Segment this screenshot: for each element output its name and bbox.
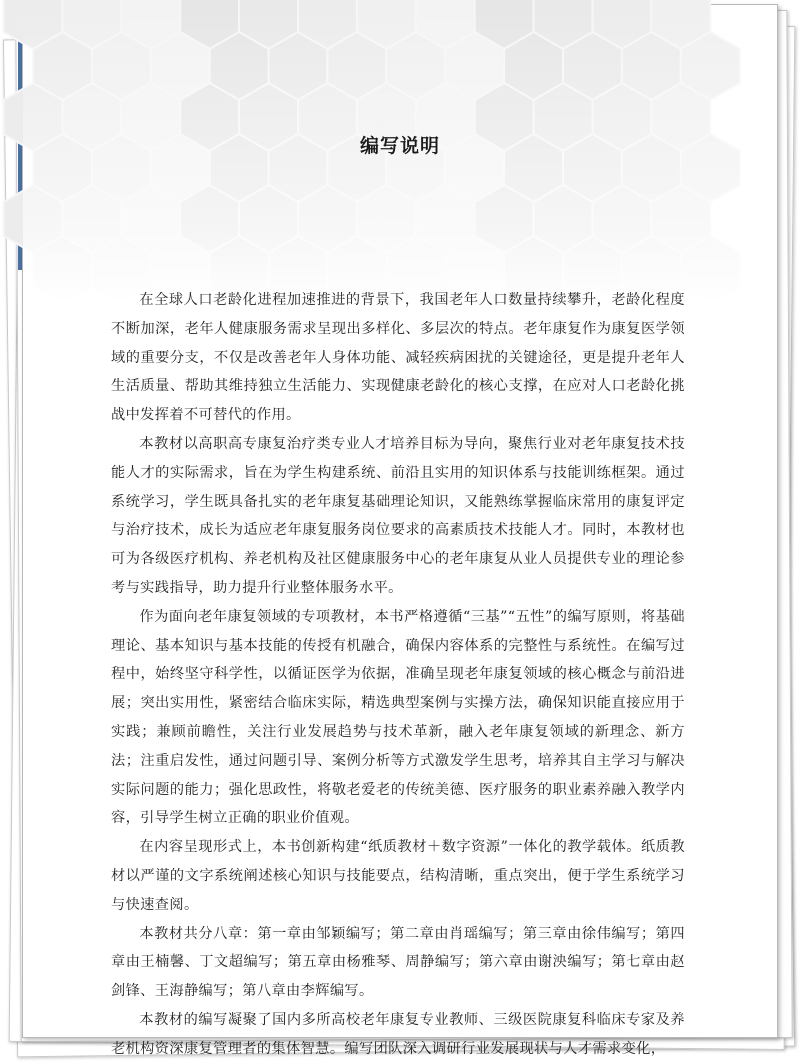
paragraph: 本教材的编写凝聚了国内多所高校老年康复专业教师、三级医院康复科临床专家及养老机构资深康复管理者的集体智慧。编写团队深入调研行业发展现状与人才需求变化， — [111, 1011, 685, 1057]
paragraph: 在全球人口老龄化进程加速推进的背景下，我国老年人口数量持续攀升，老龄化程度不断加深，老年人健康服务需求呈现出多样化、多层次的特点。老年康复作为康复医学领域的重要分支，不仅是改善老年人身体功能、减轻疾病困扰的关键途径，更是提升老年人生活质量、帮助其维持独立生活能力、实现健康老龄化的核心支撑，在应对人口老龄化挑战中发挥着不可替代的作用。 — [111, 292, 685, 424]
document-page — [22, 4, 778, 1057]
paragraph: 作为面向老年康复领域的专项教材，本书严格遵循“三基”“五性”的编写原则，将基础理论、基本知识与基本技能的传授有机融合，确保内容体系的完整性与系统性。在编写过程中，始终坚守科学性，以循证医学为依据，准确呈现老年康复领域的核心概念与前沿进展；突出实用性，紧密结合临床实际，精选典型案例与实操方法，确保知识能直接应用于实践；兼顾前瞻性，关注行业发展趋势与技术革新，融入老年康复领域的新理念、新方法；注重启发性，通过问题引导、案例分析等方式激发学生思考，培养其自主学习与解决实际问题的能力；强化思政性，将敬老爱老的传统美德、医疗服务的职业素养融入教学内容，引导学生树立正确的职业价值观。 — [111, 608, 685, 827]
paragraph: 本教材以高职高专康复治疗类专业人才培养目标为导向，聚焦行业对老年康复技术技能人才的实际需求，旨在为学生构建系统、前沿且实用的知识体系与技能训练框架。通过系统学习，学生既具备扎实的老年康复基础理论知识，又能熟练掌握临床常用的康复评定与治疗技术，成长为适应老年康复服务岗位要求的高素质技术技能人才。同时，本教材也可为各级医疗机构、养老机构及社区健康服务中心的老年康复从业人员提供专业的理论参考与实践指导，助力提升行业整体服务水平。 — [111, 435, 685, 596]
paragraph: 本教材共分八章：第一章由邹颖编写；第二章由肖瑶编写；第三章由徐伟编写；第四章由王楠馨、丁文超编写；第五章由杨雅琴、周静编写；第六章由谢泱编写；第七章由赵剑锋、王海静编写；第八章由李辉编写。 — [111, 925, 685, 1000]
paragraph: 在内容呈现形式上，本书创新构建“纸质教材＋数字资源”一体化的教学载体。纸质教材以严谨的文字系统阐述核心知识与技能要点，结构清晰，重点突出，便于学生系统学习与快速查阅。 — [111, 839, 685, 913]
body-text — [111, 286, 685, 1064]
page-title: 编写说明 — [359, 135, 440, 157]
